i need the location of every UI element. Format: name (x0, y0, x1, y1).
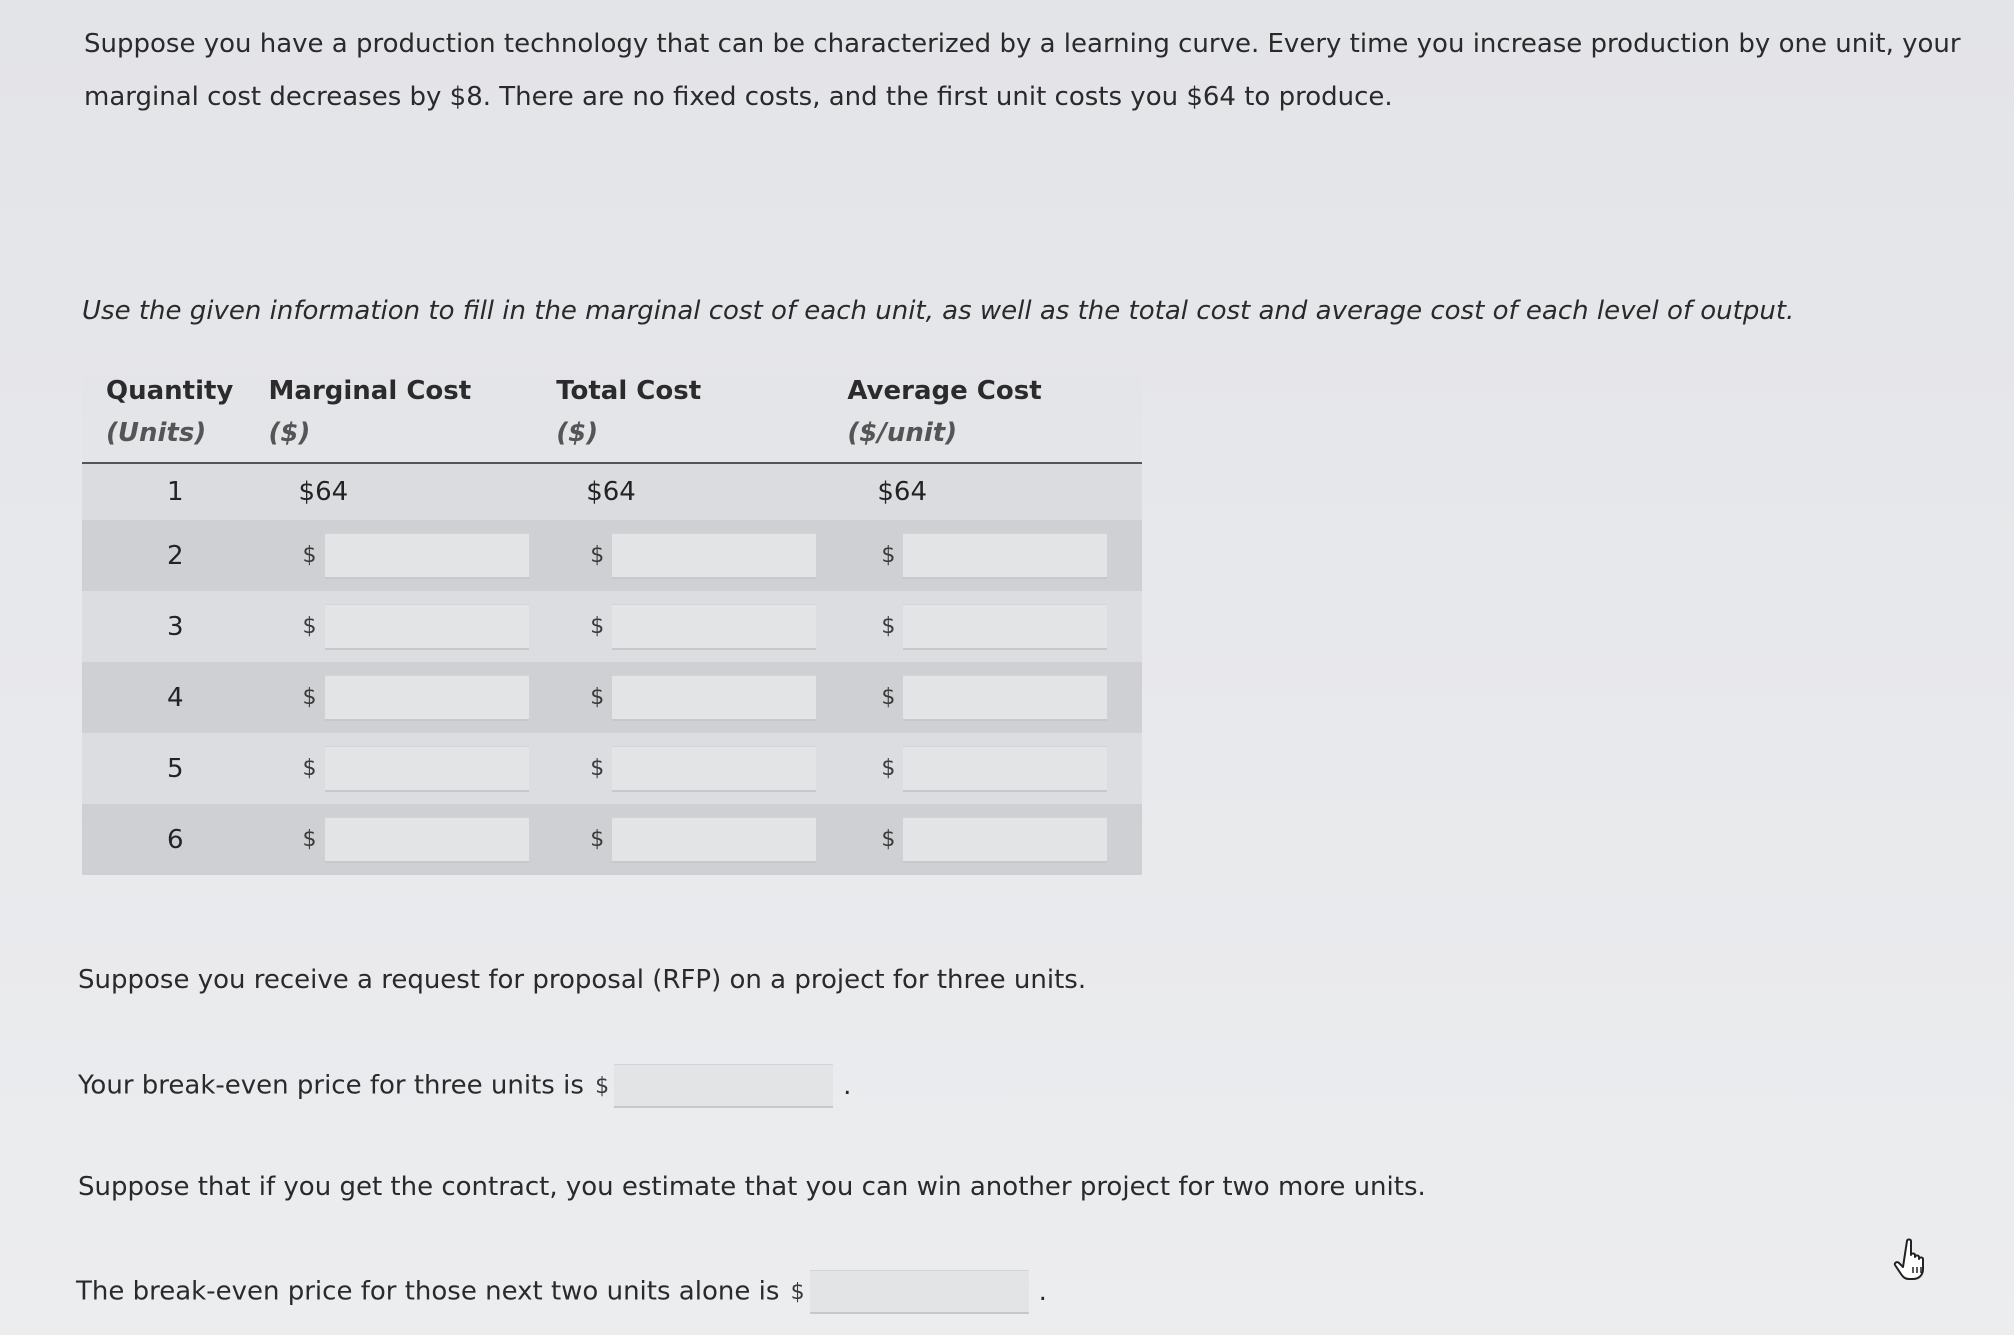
header-average-unit: ($/unit) (847, 418, 958, 448)
sentence-period: . (843, 1070, 852, 1101)
table-row (82, 662, 1142, 733)
table-row (82, 591, 1142, 662)
table-row (82, 520, 1142, 591)
total-cost-input-4[interactable] (612, 675, 816, 721)
quantity-cell: 1 (82, 463, 269, 520)
given-average-cost: $64 (847, 463, 1142, 520)
header-quantity (82, 376, 269, 463)
header-marginal-unit: ($) (268, 418, 311, 448)
breakeven-two-label: The break-even price for those next two units alone is (76, 1276, 780, 1307)
average-cost-cell (847, 591, 1142, 662)
total-cost-cell (556, 591, 847, 662)
dollar-sign: $ (881, 614, 896, 639)
average-cost-cell (847, 520, 1142, 591)
marginal-cost-cell (269, 591, 557, 662)
dollar-sign: $ (595, 1073, 610, 1099)
marginal-cost-cell (269, 662, 557, 733)
marginal-cost-input-5[interactable] (325, 746, 529, 792)
dollar-sign: $ (881, 756, 896, 781)
quantity-cell: 2 (82, 520, 269, 591)
header-average-cost (847, 376, 1142, 463)
dollar-sign: $ (590, 543, 605, 568)
marginal-cost-cell (269, 804, 557, 875)
table-row (82, 733, 1142, 804)
dollar-sign: $ (302, 614, 317, 639)
quantity-cell: 3 (82, 591, 269, 662)
breakeven-three-field (592, 1064, 833, 1108)
quantity-cell: 5 (82, 733, 269, 804)
dollar-sign: $ (881, 827, 896, 852)
marginal-cost-input-3[interactable] (325, 604, 529, 650)
cost-table (82, 376, 1142, 875)
average-cost-cell (847, 733, 1142, 804)
breakeven-two-field (788, 1270, 1029, 1314)
average-cost-input-3[interactable] (903, 604, 1107, 650)
average-cost-input-2[interactable] (903, 533, 1107, 579)
dollar-sign: $ (590, 827, 605, 852)
average-cost-cell (847, 804, 1142, 875)
breakeven-two-line (76, 1270, 1047, 1314)
dollar-sign: $ (590, 756, 605, 781)
total-cost-cell (556, 804, 847, 875)
breakeven-two-input[interactable] (810, 1270, 1029, 1314)
marginal-cost-cell (269, 520, 557, 591)
average-cost-input-6[interactable] (903, 817, 1107, 863)
header-marginal-label: Marginal Cost (268, 376, 472, 406)
total-cost-cell (556, 733, 847, 804)
marginal-cost-input-4[interactable] (325, 675, 529, 721)
total-cost-input-3[interactable] (612, 604, 816, 650)
table-row (82, 804, 1142, 875)
total-cost-input-5[interactable] (612, 746, 816, 792)
table-header-row (82, 376, 1142, 463)
dollar-sign: $ (881, 543, 896, 568)
hand-pointer-icon (1893, 1237, 1933, 1281)
given-marginal-cost: $64 (269, 463, 557, 520)
quantity-cell: 6 (82, 804, 269, 875)
average-cost-input-5[interactable] (903, 746, 1107, 792)
total-cost-input-6[interactable] (612, 817, 816, 863)
dollar-sign: $ (590, 685, 605, 710)
table-row-given (82, 463, 1142, 520)
header-total-cost (556, 376, 847, 463)
given-total-cost: $64 (556, 463, 847, 520)
dollar-sign: $ (590, 614, 605, 639)
contract-text: Suppose that if you get the contract, you estimate that you can win another project for two more units. (78, 1172, 1426, 1202)
marginal-cost-input-2[interactable] (325, 533, 529, 579)
dollar-sign: $ (790, 1279, 805, 1305)
rfp-text: Suppose you receive a request for proposal (RFP) on a project for three units. (78, 965, 1087, 995)
dollar-sign: $ (302, 543, 317, 568)
breakeven-three-input[interactable] (614, 1064, 833, 1108)
average-cost-cell (847, 662, 1142, 733)
dollar-sign: $ (881, 685, 896, 710)
header-total-unit: ($) (556, 418, 599, 448)
dollar-sign: $ (302, 756, 317, 781)
header-total-label: Total Cost (556, 376, 702, 406)
header-average-label: Average Cost (847, 376, 1042, 406)
marginal-cost-input-6[interactable] (325, 817, 529, 863)
breakeven-three-line (78, 1064, 851, 1108)
header-quantity-unit: (Units) (106, 418, 207, 448)
problem-intro: Suppose you have a production technology that can be characterized by a learning curve. Every time you increase production by one unit, your marginal cost decreases by $8. There are no fixed costs, and the first unit costs you $64 to produce. (84, 29, 1961, 112)
average-cost-input-4[interactable] (903, 675, 1107, 721)
sentence-period: . (1038, 1276, 1047, 1307)
header-marginal-cost (269, 376, 557, 463)
table-instruction: Use the given information to fill in the marginal cost of each unit, as well as the total cost and average cost of each level of output. (82, 296, 1795, 326)
breakeven-three-label: Your break-even price for three units is (78, 1070, 584, 1101)
header-quantity-label: Quantity (106, 376, 234, 406)
dollar-sign: $ (302, 827, 317, 852)
quantity-cell: 4 (82, 662, 269, 733)
total-cost-cell (556, 662, 847, 733)
dollar-sign: $ (302, 685, 317, 710)
total-cost-cell (556, 520, 847, 591)
marginal-cost-cell (269, 733, 557, 804)
total-cost-input-2[interactable] (612, 533, 816, 579)
